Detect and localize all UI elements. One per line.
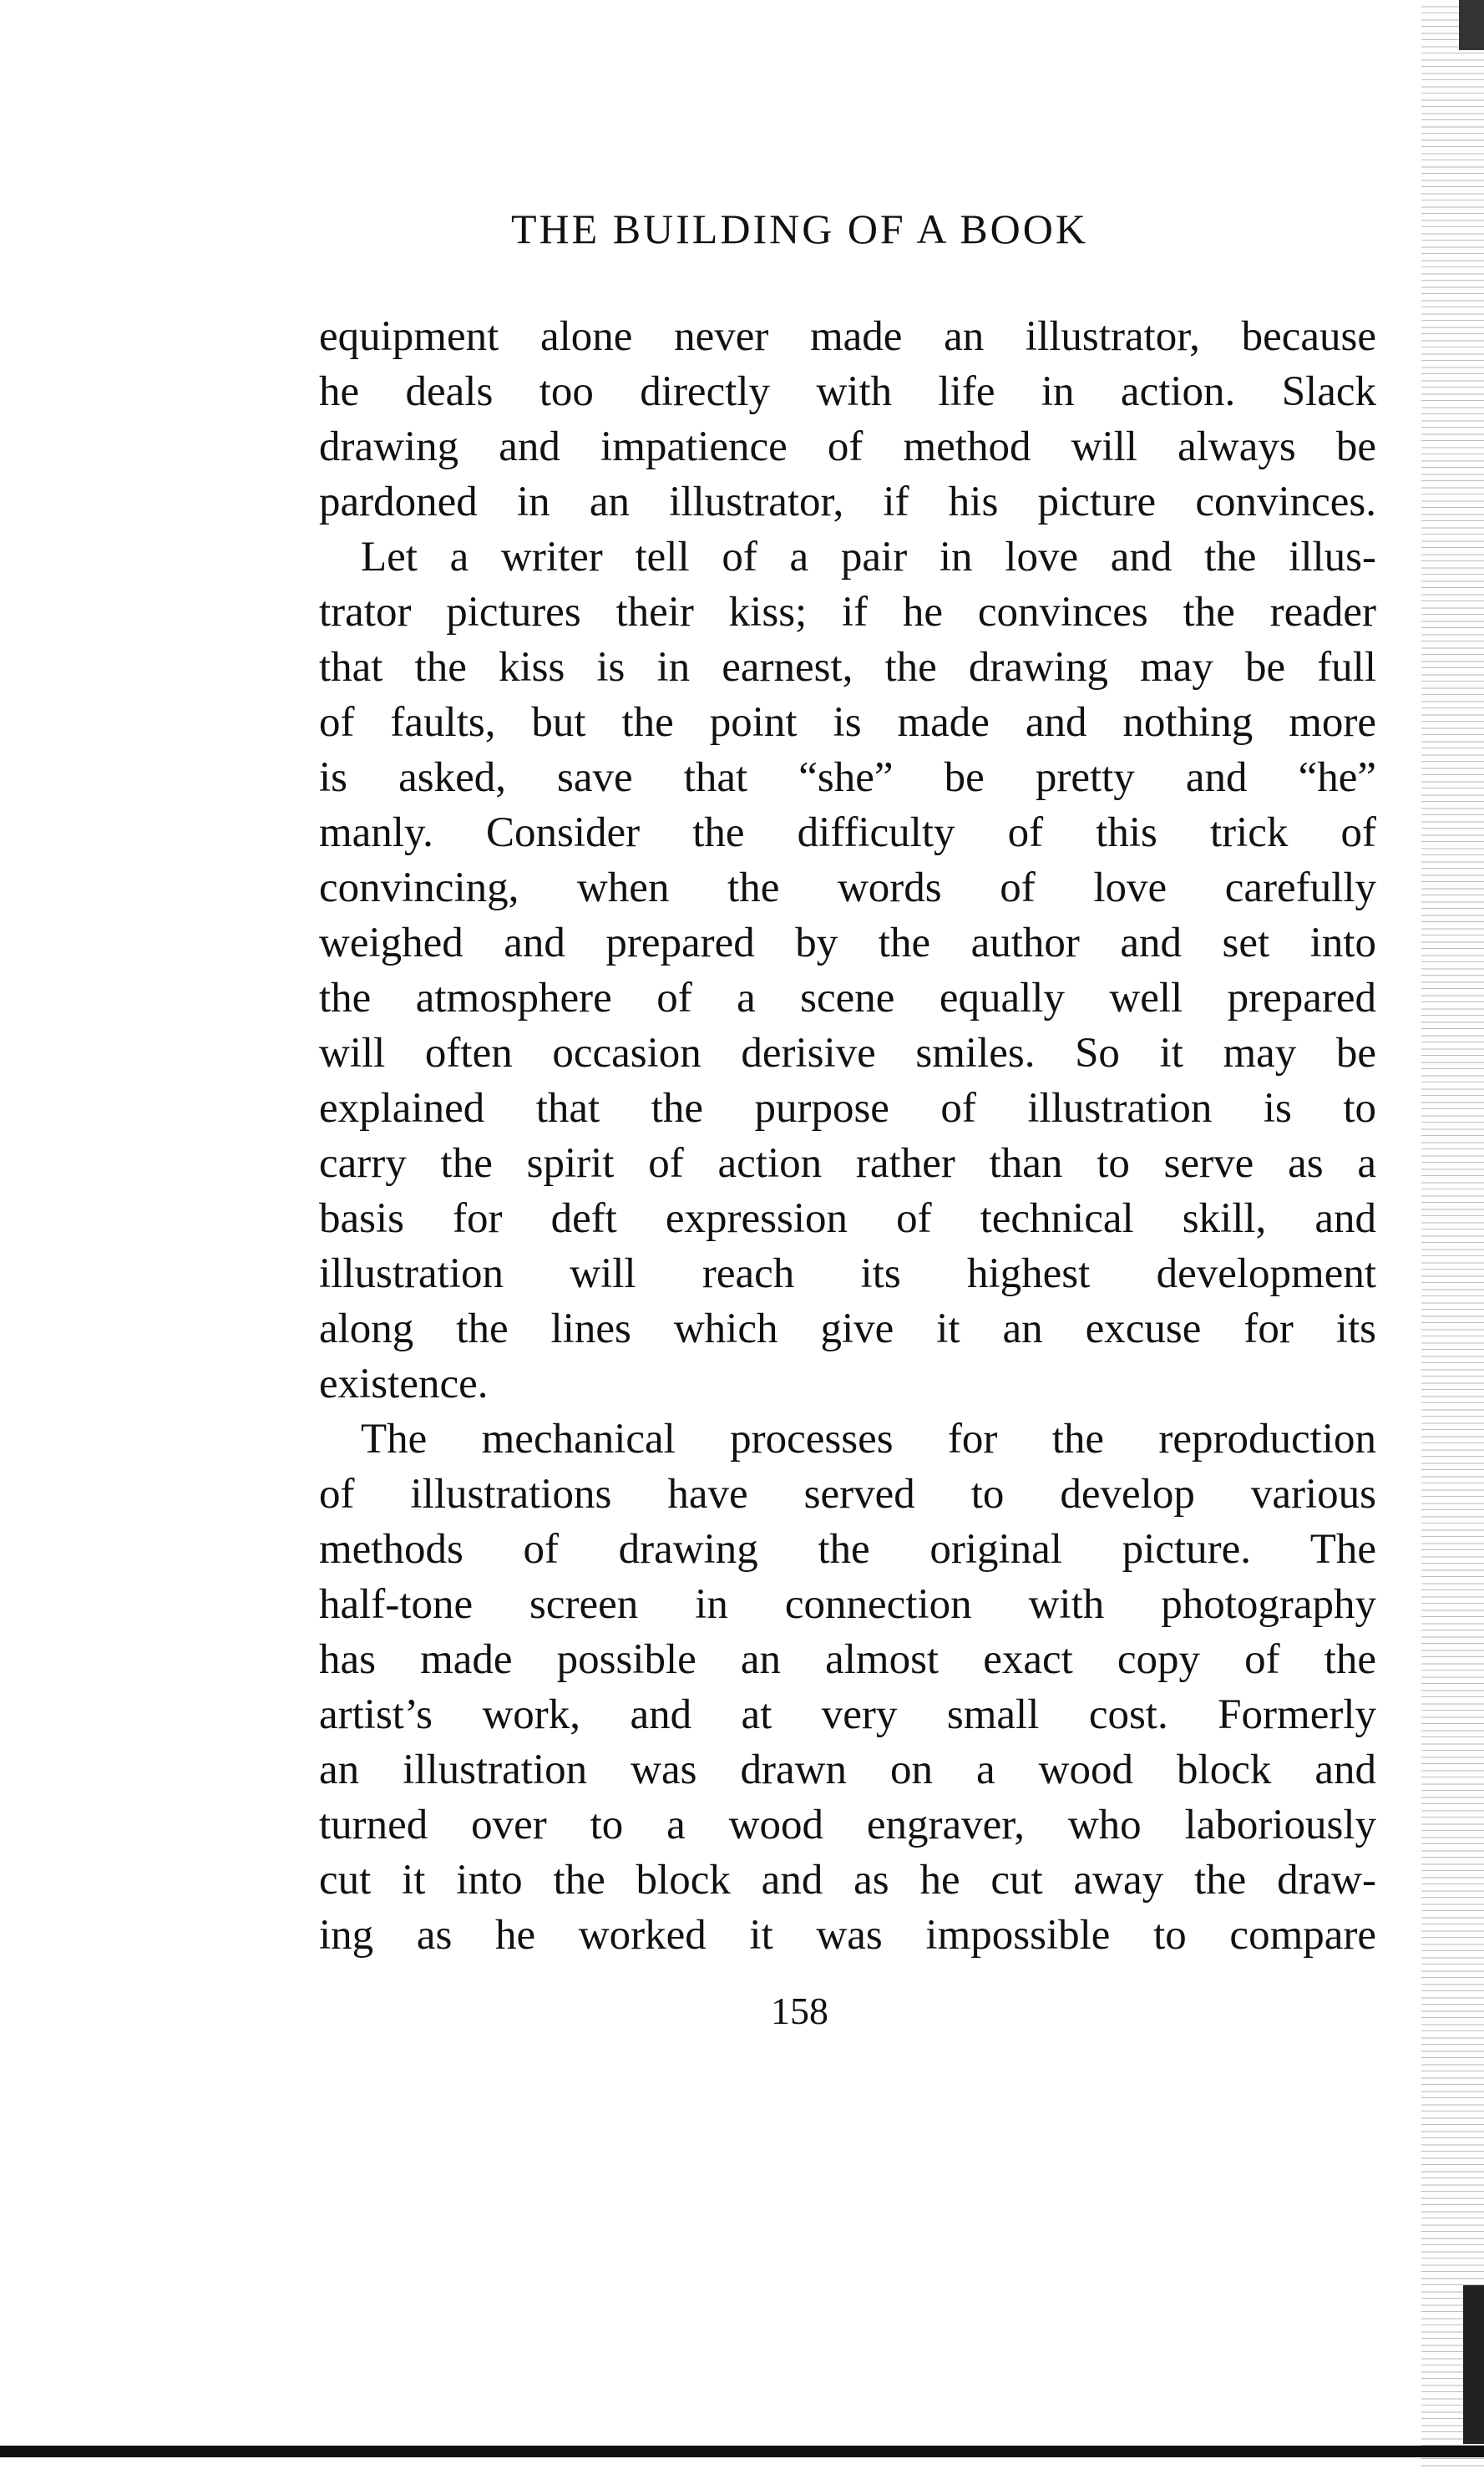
text-line: of illustrations have served to develop various <box>319 1471 1376 1518</box>
text-line: artist’s work, and at very small cost. Formerly <box>319 1691 1376 1738</box>
text-line: methods of drawing the original picture. The <box>319 1526 1376 1573</box>
text-line: he deals too directly with life in action. Slack <box>319 368 1376 415</box>
text-line: drawing and impatience of method will always be <box>319 423 1376 470</box>
text-line: Let a writer tell of a pair in love and the illus- <box>361 534 1376 580</box>
text-line: manly. Consider the difficulty of this trick of <box>319 809 1376 856</box>
text-line: trator pictures their kiss; if he convinces the reader <box>319 589 1376 636</box>
text-line: turned over to a wood engraver, who laboriously <box>319 1802 1376 1848</box>
text-line: along the lines which give it an excuse for its <box>319 1305 1376 1352</box>
text-line: is asked, save that “she” be pretty and “he” <box>319 754 1376 801</box>
text-line: existence. <box>319 1361 489 1407</box>
text-line: equipment alone never made an illustrator, because <box>319 313 1376 360</box>
running-head: THE BUILDING OF A BOOK <box>511 205 1088 252</box>
text-line: ing as he worked it was impossible to compare <box>319 1912 1376 1959</box>
text-line: The mechanical processes for the reproduction <box>361 1416 1376 1463</box>
text-line: cut it into the block and as he cut away the draw- <box>319 1857 1376 1904</box>
text-line: weighed and prepared by the author and set into <box>319 920 1376 966</box>
text-line: convincing, when the words of love carefully <box>319 864 1376 911</box>
text-line: of faults, but the point is made and nothing more <box>319 699 1376 746</box>
text-line: half-tone screen in connection with photography <box>319 1581 1376 1628</box>
text-line: basis for deft expression of technical skill, and <box>319 1195 1376 1242</box>
scan-edge-mark-bottom <box>1463 2285 1484 2444</box>
body-text <box>319 309 1376 1963</box>
text-line: carry the spirit of action rather than to serve as a <box>319 1140 1376 1187</box>
scan-bottom-edge <box>0 2446 1484 2457</box>
text-line: will often occasion derisive smiles. So it may be <box>319 1030 1376 1077</box>
page-number: 158 <box>771 1990 828 2032</box>
scan-edge-mark-top <box>1459 0 1484 50</box>
scan-gutter-edge <box>1421 0 1484 2469</box>
text-line: explained that the purpose of illustration is to <box>319 1085 1376 1132</box>
text-line: the atmosphere of a scene equally well prepared <box>319 975 1376 1022</box>
text-line: has made possible an almost exact copy of the <box>319 1636 1376 1683</box>
text-line: illustration will reach its highest development <box>319 1250 1376 1297</box>
text-line: pardoned in an illustrator, if his picture convinces. <box>319 479 1376 525</box>
text-line: an illustration was drawn on a wood block and <box>319 1747 1376 1793</box>
text-line: that the kiss is in earnest, the drawing may be full <box>319 644 1376 691</box>
